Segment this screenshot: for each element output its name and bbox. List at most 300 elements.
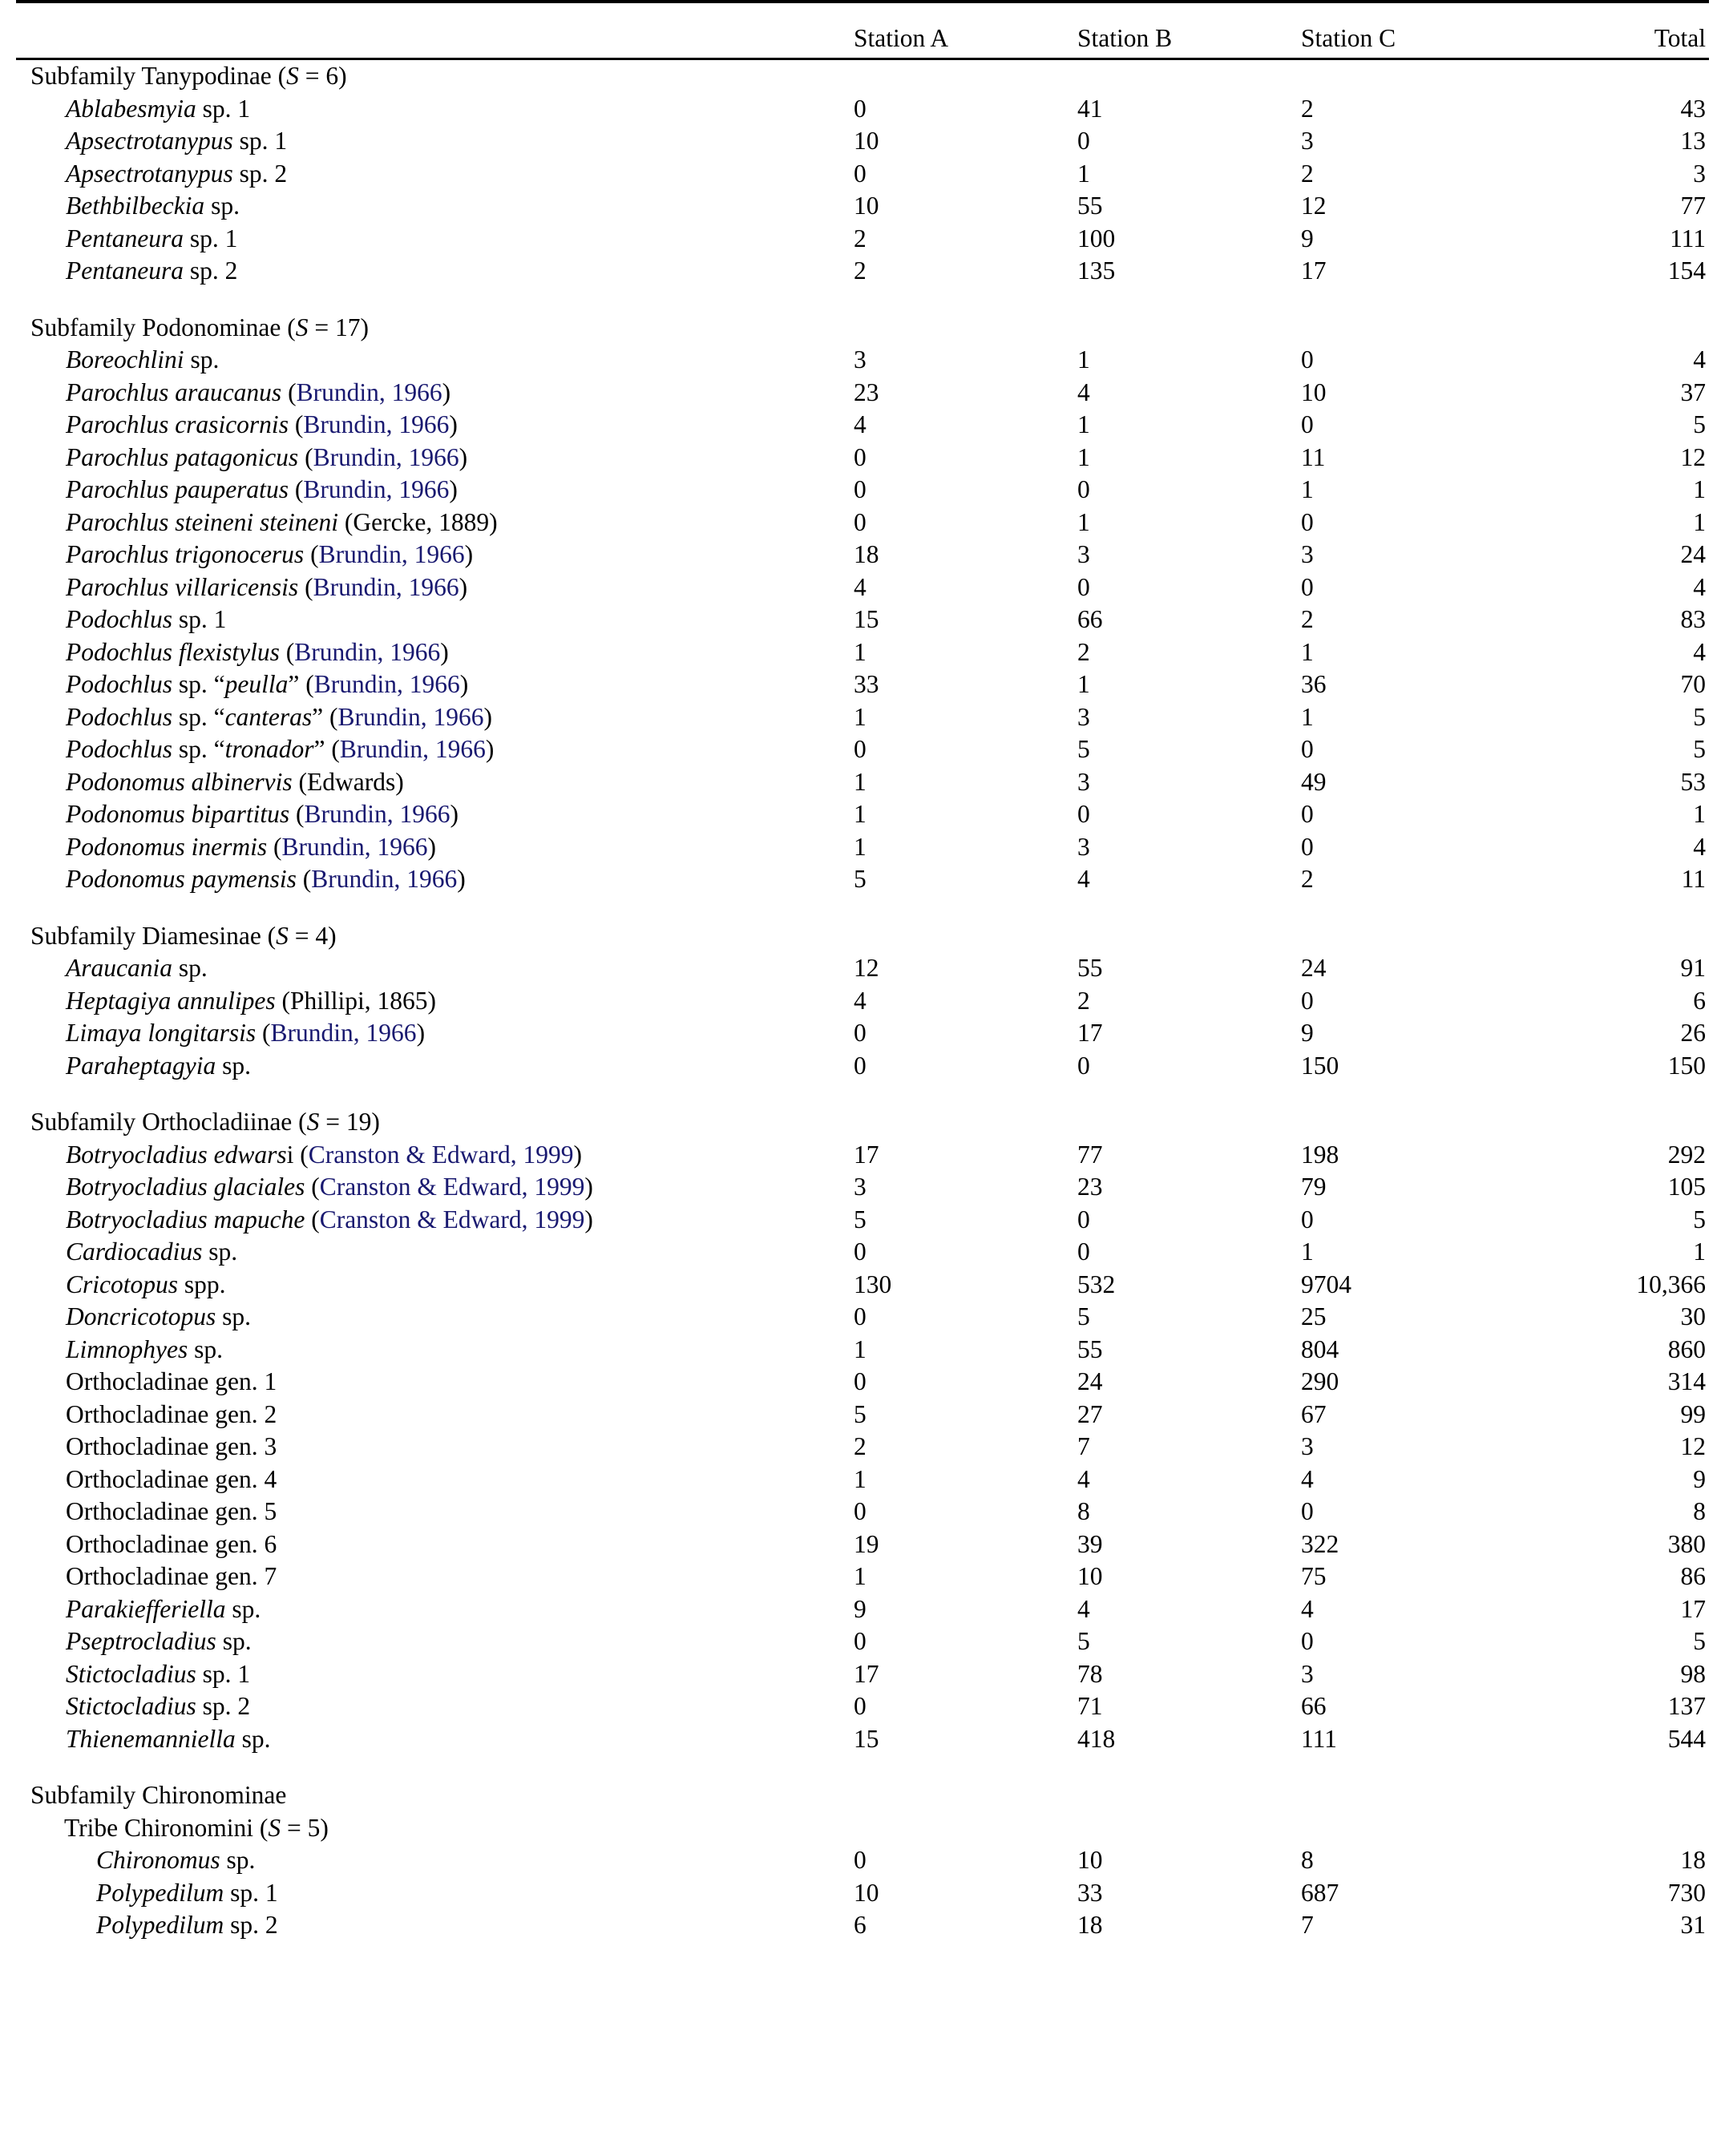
cell-total: 9 [1693, 1464, 1706, 1493]
cell-total: 11 [1681, 865, 1706, 893]
taxon-qualifier: sp. [235, 1724, 271, 1753]
taxon-qualifier: sp. 1 [196, 94, 251, 123]
taxon-cell [16, 571, 854, 604]
cell-total: 17 [1680, 1594, 1706, 1623]
taxon-cell [16, 344, 854, 377]
taxon-cell [16, 952, 854, 985]
taxon-name: Orthocladinae gen. 4 [66, 1464, 277, 1493]
taxon-vernacular-epithet: peulla [224, 670, 289, 698]
cell-station-b: 3 [1077, 767, 1090, 796]
taxon-authority: Gercke, 1889 [353, 507, 490, 536]
table-row [16, 1877, 1709, 1910]
cell-station-b: 78 [1077, 1659, 1103, 1688]
table-row [16, 377, 1709, 410]
taxon-qualifier: sp. 1 [224, 1878, 278, 1907]
cell-total: 111 [1670, 224, 1706, 252]
section-heading-chironominae: Subfamily Chironominae [30, 1781, 287, 1809]
taxon-cell [16, 125, 854, 158]
taxon-authority[interactable]: Cranston & Edward, 1999 [319, 1205, 585, 1233]
authority-close-paren: ) [440, 637, 449, 666]
cell-station-b: 2 [1077, 637, 1090, 666]
taxon-qualifier: sp. 1 [196, 1659, 251, 1688]
tribe-heading: Tribe Chironomini (S = 5) [64, 1813, 329, 1842]
cell-total: 544 [1667, 1724, 1706, 1753]
cell-total: 18 [1680, 1846, 1706, 1874]
table-row [16, 1560, 1709, 1593]
cell-station-c: 25 [1301, 1302, 1327, 1330]
taxon-name: Orthocladinae gen. 2 [66, 1399, 277, 1428]
table-row [16, 1909, 1709, 1942]
taxon-scientific-name: Botryocladius edwars [66, 1140, 287, 1169]
taxon-cell [16, 1301, 854, 1334]
cell-total: 292 [1667, 1140, 1706, 1169]
taxon-qualifier [289, 410, 295, 438]
table-row [16, 1464, 1709, 1496]
cell-station-b: 4 [1077, 1464, 1090, 1493]
cell-station-a: 10 [854, 192, 879, 220]
taxon-vernacular-epithet: tronador [224, 735, 314, 763]
cell-station-a: 6 [854, 1911, 867, 1939]
taxon-qualifier: sp. [216, 1302, 251, 1330]
cell-station-a: 0 [854, 1051, 867, 1080]
cell-total: 43 [1680, 94, 1706, 123]
cell-station-c: 3 [1301, 540, 1314, 568]
taxon-cell [16, 1171, 854, 1204]
cell-station-a: 0 [854, 475, 867, 503]
spacer-cell [16, 1082, 1709, 1106]
authority-open-paren: ( [288, 378, 297, 406]
taxon-scientific-name: Podonomus inermis [66, 832, 268, 861]
empty-cell [1077, 1812, 1301, 1845]
cell-station-b: 0 [1077, 800, 1090, 828]
taxon-cell [16, 1050, 854, 1083]
table-row [16, 223, 1709, 256]
cell-station-b: 8 [1077, 1497, 1090, 1525]
cell-station-c: 8 [1301, 1846, 1314, 1874]
cell-station-a: 0 [854, 1367, 867, 1395]
table-row [16, 1204, 1709, 1237]
taxon-authority[interactable]: Brundin, 1966 [313, 442, 459, 471]
cell-station-a: 17 [854, 1659, 879, 1688]
cell-station-a: 10 [854, 1878, 879, 1907]
table-row [16, 668, 1709, 701]
table-row [16, 1528, 1709, 1561]
cell-station-b: 0 [1077, 475, 1090, 503]
cell-station-a: 5 [854, 1399, 867, 1428]
cell-station-b: 10 [1077, 1846, 1103, 1874]
cell-station-b: 100 [1077, 224, 1116, 252]
cell-station-a: 15 [854, 1724, 879, 1753]
cell-station-a: 1 [854, 832, 867, 861]
taxon-qualifier: sp. 2 [232, 159, 288, 188]
cell-station-c: 75 [1301, 1562, 1327, 1590]
taxon-authority[interactable]: Brundin, 1966 [294, 637, 441, 666]
taxon-authority[interactable]: Brundin, 1966 [270, 1019, 417, 1047]
taxon-scientific-name: Podonomus paymensis [66, 865, 297, 893]
cell-station-c: 1 [1301, 475, 1314, 503]
cell-station-c: 0 [1301, 800, 1314, 828]
taxon-scientific-name: Podochlus [66, 605, 172, 633]
empty-cell [1525, 312, 1709, 345]
authority-open-paren: ( [262, 1019, 271, 1047]
taxon-qualifier: sp. [225, 1594, 261, 1623]
taxon-cell [16, 766, 854, 799]
cell-total: 98 [1680, 1659, 1706, 1688]
authority-close-paren: ) [464, 540, 474, 568]
header-total: Total [1654, 24, 1706, 52]
cell-station-b: 0 [1077, 1051, 1090, 1080]
cell-station-b: 7 [1077, 1432, 1090, 1460]
species-count-variable: S [276, 921, 289, 950]
empty-cell [854, 1106, 1077, 1139]
cell-station-a: 15 [854, 605, 879, 633]
authority-close-paren: ) [584, 1205, 593, 1233]
taxon-qualifier: sp. 2 [183, 256, 238, 285]
cell-station-b: 2 [1077, 986, 1090, 1015]
cell-total: 31 [1680, 1911, 1706, 1939]
taxon-cell [16, 474, 854, 507]
cell-station-b: 39 [1077, 1529, 1103, 1558]
cell-station-a: 18 [854, 540, 879, 568]
cell-station-a: 0 [854, 159, 867, 188]
authority-open-paren: ( [273, 832, 282, 861]
cell-station-b: 1 [1077, 507, 1090, 536]
table-row [16, 1050, 1709, 1083]
taxon-authority[interactable]: Brundin, 1966 [296, 378, 442, 406]
taxon-authority[interactable]: Brundin, 1966 [337, 702, 484, 731]
cell-station-b: 3 [1077, 702, 1090, 731]
authority-close-paren: ) [485, 735, 495, 763]
taxon-scientific-name: Bethbilbeckia [66, 192, 205, 220]
header-station-b: Station B [1077, 24, 1173, 52]
cell-station-b: 0 [1077, 1205, 1090, 1233]
cell-station-c: 11 [1301, 442, 1326, 471]
authority-open-paren: ( [300, 1140, 309, 1169]
cell-station-c: 79 [1301, 1173, 1327, 1201]
cell-station-c: 0 [1301, 345, 1314, 373]
taxon-authority[interactable]: Cranston & Edward, 1999 [308, 1140, 574, 1169]
spacer-row [16, 288, 1709, 312]
taxon-cell [16, 377, 854, 410]
authority-close-paren: ) [449, 410, 458, 438]
cell-total: 8 [1693, 1497, 1706, 1525]
section-heading-row-chironominae [16, 1779, 1709, 1812]
empty-cell [1077, 1106, 1301, 1139]
taxon-authority[interactable]: Brundin, 1966 [303, 475, 450, 503]
cell-total: 137 [1667, 1692, 1706, 1720]
taxon-authority[interactable]: Brundin, 1966 [304, 800, 450, 828]
taxon-authority[interactable]: Brundin, 1966 [311, 865, 458, 893]
cell-total: 730 [1667, 1878, 1706, 1907]
taxon-authority[interactable]: Cranston & Edward, 1999 [319, 1173, 585, 1201]
taxon-scientific-name: Parakiefferiella [66, 1594, 226, 1623]
authority-open-paren: ( [305, 442, 313, 471]
cell-station-b: 71 [1077, 1692, 1103, 1720]
taxon-scientific-name: Limaya longitarsis [66, 1019, 257, 1047]
taxon-scientific-name: Araucania [66, 954, 172, 982]
cell-station-a: 0 [854, 507, 867, 536]
table-row [16, 255, 1709, 288]
header-station-c: Station C [1301, 24, 1396, 52]
taxon-authority[interactable]: Brundin, 1966 [313, 670, 460, 698]
taxon-qualifier [298, 443, 305, 471]
cell-station-c: 3 [1301, 1659, 1314, 1688]
tribe-heading-row-chironominae [16, 1812, 1709, 1845]
cell-station-c: 2 [1301, 865, 1314, 893]
authority-open-paren: ( [298, 767, 307, 796]
section-heading-row-diamesinae [16, 920, 1709, 953]
table-row [16, 93, 1709, 126]
cell-total: 1 [1693, 507, 1706, 536]
cell-station-b: 27 [1077, 1399, 1103, 1428]
header-taxon [16, 2, 854, 59]
table-row [16, 1496, 1709, 1528]
taxon-cell [16, 223, 854, 256]
taxon-cell [16, 985, 854, 1018]
taxon-authority[interactable]: Brundin, 1966 [339, 735, 486, 763]
taxon-qualifier [267, 833, 273, 861]
section-heading-tanypodinae: Subfamily Tanypodinae (S = 6) [30, 62, 347, 90]
cell-station-c: 36 [1301, 670, 1327, 698]
taxon-authority[interactable]: Brundin, 1966 [318, 540, 465, 568]
cell-station-a: 1 [854, 1562, 867, 1590]
authority-open-paren: ( [302, 865, 312, 893]
cell-total: 5 [1693, 1205, 1706, 1233]
empty-cell [854, 312, 1077, 345]
taxon-qualifier [280, 638, 286, 666]
cell-station-a: 33 [854, 670, 879, 698]
header-row [16, 2, 1709, 59]
cell-total: 83 [1680, 605, 1706, 633]
authority-close-paren: ) [459, 572, 468, 601]
authority-open-paren: ( [285, 637, 295, 666]
taxon-qualifier: sp. “ [172, 702, 225, 731]
authority-close-paren: ) [416, 1019, 426, 1047]
cell-station-c: 0 [1301, 1627, 1314, 1655]
authority-close-paren: ) [427, 986, 436, 1015]
taxon-name: Orthocladinae gen. 5 [66, 1497, 277, 1525]
cell-station-a: 0 [854, 1692, 867, 1720]
authority-open-paren: ( [329, 702, 338, 731]
cell-total: 24 [1680, 540, 1706, 568]
table-row [16, 863, 1709, 896]
cell-station-b: 1 [1077, 410, 1090, 438]
empty-cell [1077, 920, 1301, 953]
empty-cell [1525, 1812, 1709, 1845]
cell-station-c: 4 [1301, 1594, 1314, 1623]
header-station-a: Station A [854, 24, 949, 52]
cell-station-b: 10 [1077, 1562, 1103, 1590]
cell-station-c: 3 [1301, 127, 1314, 155]
cell-station-a: 10 [854, 127, 879, 155]
taxon-name-suffix: i [286, 1140, 294, 1169]
cell-station-c: 9704 [1301, 1270, 1351, 1298]
empty-cell [1525, 59, 1709, 93]
table-row [16, 409, 1709, 442]
taxon-qualifier: sp. [220, 1846, 256, 1874]
authority-close-paren: ) [584, 1173, 593, 1201]
taxon-scientific-name: Pseptrocladius [66, 1627, 216, 1655]
cell-station-b: 66 [1077, 605, 1103, 633]
table-row [16, 766, 1709, 799]
section-heading-orthocladiinae: Subfamily Orthocladiinae (S = 19) [30, 1108, 380, 1136]
taxon-qualifier [304, 540, 310, 568]
table-body [16, 59, 1709, 1942]
cell-station-b: 55 [1077, 954, 1103, 982]
cell-station-b: 18 [1077, 1911, 1103, 1939]
taxon-scientific-name: Botryocladius mapuche [66, 1205, 305, 1233]
cell-total: 1 [1693, 800, 1706, 828]
cell-station-b: 135 [1077, 256, 1116, 285]
section-heading-podonominae: Subfamily Podonominae (S = 17) [30, 313, 369, 341]
cell-station-a: 1 [854, 702, 867, 731]
empty-cell [854, 1779, 1077, 1812]
cell-station-a: 3 [854, 345, 867, 373]
cell-station-b: 5 [1077, 1302, 1090, 1330]
table-row [16, 831, 1709, 864]
cell-station-c: 17 [1301, 256, 1327, 285]
table-row [16, 1269, 1709, 1302]
cell-station-c: 2 [1301, 159, 1314, 188]
taxon-scientific-name: Heptagiya annulipes [66, 986, 276, 1015]
cell-station-a: 12 [854, 954, 879, 982]
taxon-scientific-name: Parochlus pauperatus [66, 475, 289, 503]
spacer-row [16, 1755, 1709, 1779]
taxon-cell [16, 1496, 854, 1528]
taxon-qualifier: sp. 2 [196, 1692, 251, 1720]
taxon-scientific-name: Parochlus patagonicus [66, 442, 299, 471]
cell-station-a: 0 [854, 1237, 867, 1266]
table-row [16, 1593, 1709, 1626]
cell-station-c: 290 [1301, 1367, 1339, 1395]
cell-station-c: 0 [1301, 832, 1314, 861]
table-row [16, 1017, 1709, 1050]
cell-total: 26 [1680, 1019, 1706, 1047]
table-row [16, 190, 1709, 223]
taxon-authority: Edwards [306, 767, 396, 796]
cell-station-a: 0 [854, 1302, 867, 1330]
taxon-cell [16, 1204, 854, 1237]
cell-total: 5 [1693, 735, 1706, 763]
taxon-scientific-name: Limnophyes [66, 1334, 188, 1363]
empty-cell [854, 59, 1077, 93]
cell-station-b: 4 [1077, 378, 1090, 406]
cell-station-c: 10 [1301, 378, 1327, 406]
empty-cell [1301, 920, 1525, 953]
spacer-cell [16, 896, 1709, 920]
cell-station-b: 532 [1077, 1270, 1116, 1298]
cell-station-a: 0 [854, 1627, 867, 1655]
cell-station-b: 33 [1077, 1878, 1103, 1907]
section-heading-row-podonominae [16, 312, 1709, 345]
taxon-scientific-name: Apsectrotanypus [66, 159, 233, 188]
cell-station-c: 2 [1301, 605, 1314, 633]
taxon-cell [16, 1399, 854, 1431]
taxon-qualifier: sp. 1 [183, 224, 238, 252]
taxon-cell [16, 1658, 854, 1691]
cell-station-b: 5 [1077, 735, 1090, 763]
cell-station-a: 5 [854, 1205, 867, 1233]
cell-station-b: 17 [1077, 1019, 1103, 1047]
table-row [16, 1301, 1709, 1334]
taxon-scientific-name: Parochlus araucanus [66, 378, 282, 406]
taxon-scientific-name: Boreochlini [66, 345, 184, 373]
cell-station-b: 24 [1077, 1367, 1103, 1395]
cell-station-a: 1 [854, 1334, 867, 1363]
empty-cell [1301, 312, 1525, 345]
authority-open-paren: ( [311, 1173, 320, 1201]
taxon-cell [16, 1528, 854, 1561]
authority-open-paren: ( [296, 800, 305, 828]
authority-close-paren: ) [489, 507, 498, 536]
cell-total: 10,366 [1636, 1270, 1706, 1298]
taxon-scientific-name: Ablabesmyia [66, 94, 196, 123]
cell-station-c: 111 [1301, 1724, 1337, 1753]
cell-station-c: 1 [1301, 702, 1314, 731]
table-row [16, 1366, 1709, 1399]
taxon-qualifier: sp. 1 [172, 605, 227, 633]
cell-total: 860 [1667, 1334, 1706, 1363]
taxon-cell [16, 798, 854, 831]
taxon-authority[interactable]: Brundin, 1966 [303, 410, 450, 438]
taxon-scientific-name: Thienemanniella [66, 1724, 236, 1753]
empty-cell [1301, 1106, 1525, 1139]
cell-station-c: 1 [1301, 637, 1314, 666]
cell-station-a: 2 [854, 256, 867, 285]
taxon-scientific-name: Podochlus flexistylus [66, 637, 280, 666]
taxon-qualifier [281, 378, 288, 406]
cell-total: 30 [1680, 1302, 1706, 1330]
taxon-scientific-name: Podonomus albinervis [66, 767, 293, 796]
empty-cell [1525, 920, 1709, 953]
cell-station-c: 0 [1301, 410, 1314, 438]
cell-station-b: 3 [1077, 540, 1090, 568]
authority-close-paren: ) [459, 442, 468, 471]
cell-station-b: 4 [1077, 1594, 1090, 1623]
taxon-cell [16, 255, 854, 288]
cell-station-b: 0 [1077, 572, 1090, 601]
taxon-scientific-name: Polypedilum [96, 1878, 224, 1907]
authority-open-paren: ( [305, 572, 313, 601]
cell-total: 86 [1680, 1562, 1706, 1590]
cell-station-c: 0 [1301, 507, 1314, 536]
cell-total: 1 [1693, 475, 1706, 503]
cell-station-a: 4 [854, 572, 867, 601]
cell-station-a: 130 [854, 1270, 892, 1298]
cell-station-c: 1 [1301, 1237, 1314, 1266]
taxon-qualifier: sp. [216, 1627, 252, 1655]
cell-station-b: 4 [1077, 865, 1090, 893]
taxon-qualifier [289, 800, 296, 828]
taxon-scientific-name: Parochlus crasicornis [66, 410, 289, 438]
cell-total: 105 [1667, 1173, 1706, 1201]
empty-cell [1077, 1779, 1301, 1812]
taxon-cell [16, 1690, 854, 1723]
taxon-qualifier-end: ” [313, 735, 332, 763]
cell-total: 4 [1693, 345, 1706, 373]
cell-station-b: 1 [1077, 442, 1090, 471]
taxon-qualifier: sp. [202, 1237, 238, 1266]
table-row [16, 1658, 1709, 1691]
taxon-authority[interactable]: Brundin, 1966 [313, 572, 459, 601]
cell-station-a: 17 [854, 1140, 879, 1169]
taxon-authority[interactable]: Brundin, 1966 [281, 832, 428, 861]
taxon-cell [16, 1139, 854, 1172]
authority-open-paren: ( [294, 475, 304, 503]
authority-open-paren: ( [281, 986, 290, 1015]
taxon-scientific-name: Parochlus trigonocerus [66, 540, 305, 568]
taxon-cell [16, 1464, 854, 1496]
